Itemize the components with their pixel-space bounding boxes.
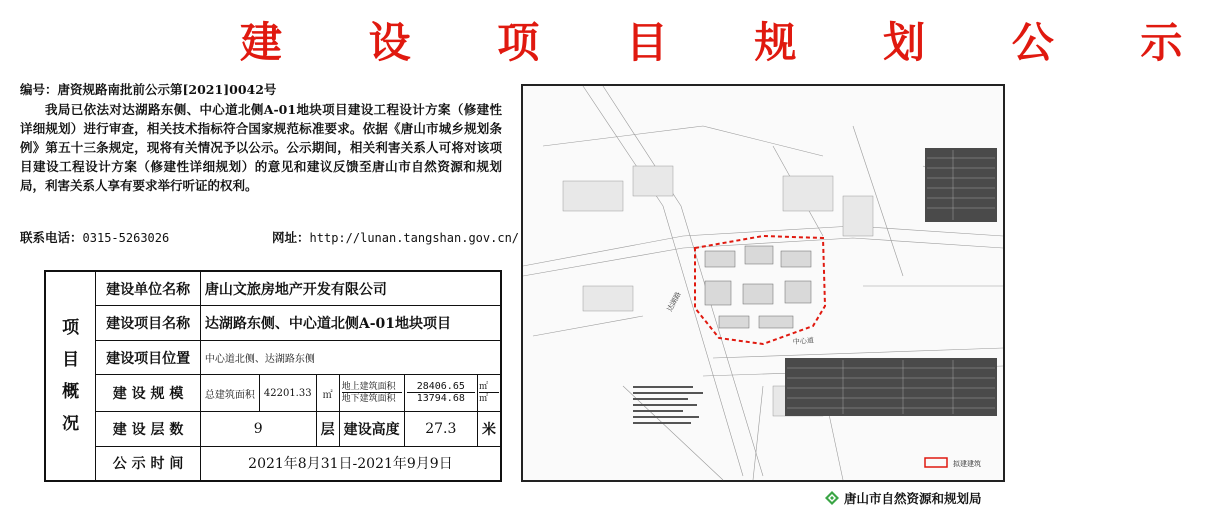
agency-logo-icon (824, 490, 840, 506)
unit-label: 建设单位名称 (96, 271, 201, 306)
area-split-units: ㎡ ㎡ (477, 375, 501, 412)
above-ground-value: 28406.65 (407, 381, 475, 393)
website (272, 228, 519, 246)
map-linework (523, 86, 1003, 480)
area-split-values (404, 375, 477, 412)
total-area-label: 总建筑面积 (200, 375, 259, 412)
location-value: 中心道北侧、达湖路东侧 (200, 340, 501, 375)
height-label: 建设高度 (339, 412, 404, 447)
scale-label: 建 设 规 模 (96, 375, 201, 412)
intro-paragraph: 我局已依法对达湖路东侧、中心道北侧A-01地块项目建设工程设计方案（修建性详细规划）进行审查，相关技术指标符合国家规范标准要求。依据《唐山市城乡规划条例》第五十三条规定，现将有关情况予以公示。公示期间，相关利害关系人可将对该项目建设工程设计方案（修建性详细规划）的意见和建议反馈至唐山市自然资源和规划局，利害关系人享有要求举行听证的权利。 (20, 102, 502, 193)
site-buildings (705, 246, 811, 328)
agency-footer (824, 489, 982, 507)
road-label-1: 达湖路 (665, 290, 683, 313)
agency-name: 唐山市自然资源和规划局 (844, 491, 982, 506)
floors-value: 9 (200, 412, 316, 447)
site-plan-drawing (521, 84, 1005, 482)
total-area-value: 42201.33 (259, 375, 316, 412)
below-ground-label: 地下建筑面积 (341, 394, 396, 405)
unit-value: 唐山文旅房地产开发有限公司 (200, 271, 501, 306)
name-value: 达湖路东侧、中心道北侧A-01地块项目 (200, 306, 501, 341)
name-label: 建设项目名称 (96, 306, 201, 341)
period-label: 公 示 时 间 (96, 446, 201, 481)
map-legend (925, 458, 981, 468)
map-notes (633, 386, 703, 424)
legend-label: 拟建建筑 (953, 460, 981, 468)
height-value: 27.3 (404, 412, 477, 447)
page-title: 建 设 项 目 规 划 公 示 (240, 18, 1218, 67)
data-sheet-top (925, 148, 997, 222)
project-overview-table (44, 270, 502, 482)
road-label-2: 中心道 (792, 336, 815, 346)
website-link[interactable]: http://lunan.tangshan.gov.cn/ (309, 231, 520, 245)
data-sheet-bottom (785, 358, 997, 416)
site-plan-svg (523, 86, 1003, 480)
below-ground-value: 13794.68 (416, 393, 465, 405)
period-value: 2021年8月31日-2021年9月9日 (200, 446, 501, 481)
phone-label: 联系电话： (20, 230, 83, 245)
area-split-labels (339, 375, 404, 412)
phone (20, 228, 169, 246)
total-area-unit: ㎡ (316, 375, 339, 412)
floors-label: 建 设 层 数 (96, 412, 201, 447)
phone-number: 0315-5263026 (82, 231, 170, 245)
document-number: 编号：唐资规路南批前公示第[2021]0042号 (20, 82, 277, 97)
website-label: 网址： (272, 230, 310, 245)
height-unit: 米 (477, 412, 501, 447)
location-label: 建设项目位置 (96, 340, 201, 375)
project-overview-side-label: 项 目 概 况 (45, 271, 96, 481)
above-ground-label: 地上建筑面积 (342, 381, 402, 393)
floors-unit: 层 (316, 412, 339, 447)
